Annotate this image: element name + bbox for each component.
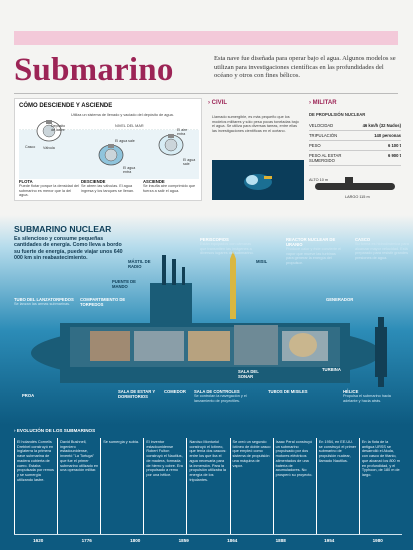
label-misil: MISIL [256,259,268,264]
header-divider [14,93,398,94]
military-specs-table [309,121,401,166]
chevron-right-icon: › [14,428,16,433]
evolution-timeline [0,424,413,550]
intro-text: Esta nave fue diseñada para operar bajo el agua. Algunos modelos se utilizan para investigaciones científicas en las profundidades del océano y otros con fines bélicos. [214,55,396,80]
timeline-event: El inventor estadounidense Robert Fulton construyó el Nautilus, de madera, formada de hierro y cobre. Era propulsado a remo por una hélice. [143,438,186,534]
military-section [309,100,401,106]
caption-ascend: ASCIENDE Se insufla aire comprimido que fuerza a salir el agua. [143,179,196,193]
label-generador: GENERADOR [326,297,354,302]
timeline-year: 1980 [372,538,383,543]
descend-heading: CÓMO DESCIENDE Y ASCIENDE [19,103,113,109]
label-puente-mando: PUENTE DE MANDO [112,279,136,289]
timeline-event: El holandés Cornelis Drebbel construyó en Inglaterra la primera nave submarina de madera cubierta de cuero. Estaba propulsada por remos y se sumergía utilizando lastre. [14,438,57,534]
timeline-years [14,534,402,546]
civil-text: Llamado sumergible, es más pequeño que los modelos militares y sólo pesa pocas toneladas bajo el agua. Se utiliza para diversas tareas, entre ellas las investigaciones científicas en el océano. [212,115,299,133]
timeline-year: 1776 [81,538,92,543]
military-heading: MILITAR [312,100,337,106]
spec-row: PESO 6 100 t [309,141,401,151]
timeline-year: 1859 [178,538,189,543]
svg-text:El agua sale: El agua sale [115,139,135,143]
timeline-event: En Ia flota de la antigua URSS se desarrolló el Akula, con casco de titanio, que alcanzó los 800 m en profundidad, y el Typhoon, de 180 m de largo. [359,438,402,534]
timeline-year: 1800 [130,538,141,543]
spec-row: PESO AL ESTAR SUMERGIDO 6 900 t [309,151,401,166]
label-comedor: COMEDOR [164,389,186,394]
svg-text:entra: entra [123,170,132,174]
svg-text:Casco: Casco [25,145,36,149]
label-casco: CASCO Su forma es hidrodinámica para alcanzar mayor velocidad. Está preparado para resistir grandes presiones de agua. [355,237,409,260]
svg-text:Válvula: Válvula [43,146,55,150]
label-mastil-radio: MÁSTIL DE RADIO [128,259,151,269]
sea-level-label: NIVEL DEL MAR [115,124,144,128]
label-reactor: REACTOR NUCLEAR DE URANIO Produce calor y éste convierte el vapor que mueve las turbinas para generar la energía del propulsor. [286,237,342,265]
timeline-year: 1888 [275,538,286,543]
descend-ascend-panel [14,98,202,201]
page-title: Submarino [14,52,174,88]
label-tubo-lanzatorpedos: TUBO DEL LANZATORPEDOS Se lanzan las armas submarinas. [14,297,74,306]
military-height-label: ALTO 10 m [309,178,329,182]
spec-row: VELOCIDAD 46 km/h (32 Nudos) [309,121,401,131]
military-length-label: LARGO 115 m [345,195,370,199]
nuclear-sub-text: Es silencioso y consume pequeñas cantidades de energía. Como lleva a bordo su fuerte de energía, puede viajar unos 640 000 km sin reabastecimiento. [14,236,123,262]
label-periscopios: PERISCOPIOS Están equipados con cámaras que transmiten las imágenes a diversos lugares del submarino. [200,237,254,256]
timeline-event: En 1954, en EE.UU. se construyó el primer submarino de propulsión nuclear, llamado Nautilus. [316,438,359,534]
caption-descend: DESCIENDE Se abren las válvulas. El agua ingresa y los tanques se llenan. [81,179,135,193]
timeline-year: 1954 [324,538,335,543]
buoyancy-diagram [19,119,199,179]
chevron-right-icon: › [309,100,311,106]
timeline-event: Narciso Monturiol construyó el Ictíneo, que tenía dos cascos: entre los que iba el agua necesaria para la inmersión. Para la propulsión utilizaba la energía de los tripulantes. [186,438,229,534]
label-sala-controles: SALA DE CONTROLES Se controlan la navegación y el lanzamiento de proyectiles. [194,389,247,403]
military-subheading: DE PROPULSIÓN NUCLEAR [309,112,366,117]
label-tubos-misiles: TUBOS DE MISILES [268,389,308,394]
nuclear-sub-title: SUBMARINO NUCLEAR [14,224,112,234]
timeline-event: David Bushnell, ingeniero estadounidense, inventó "La Tortuga" que fue el primer submarino utilizado en una operación militar. [57,438,100,534]
svg-text:de lastre: de lastre [51,128,65,132]
label-proa: PROA [22,393,35,398]
spec-row: TRIPULACIÓN 140 personas [309,131,401,141]
timeline-event: Se creó un segundo Ictíneo de doble casco que empleó como sistema de propulsión una máquina de vapor. [230,438,273,534]
chevron-right-icon: › [208,100,210,106]
svg-text:sale: sale [183,162,190,166]
descend-subheading: Utiliza un sistema de llenado y vaciado del depósito de agua. [71,113,174,117]
label-turbina: TURBINA [322,367,341,372]
svg-text:El agua: El agua [123,166,136,170]
label-sala-sonar: SALA DEL SONAR [238,369,259,379]
svg-text:Depósito: Depósito [51,124,66,128]
timeline-event: Se sumergía y subía. [100,438,143,534]
svg-text:El agua: El agua [183,158,196,162]
label-compartimiento-torpedos: COMPARTIMIENTO DE TORPEDOS [80,297,126,307]
civil-section [208,100,303,106]
header-accent-bar [14,31,398,45]
timeline-year: 1864 [227,538,238,543]
timeline-year: 1620 [33,538,44,543]
label-sala-estar: SALA DE ESTAR Y DORMITORIOS [118,389,156,399]
label-helice: HÉLICE Propulsa el submarino hacia adelante y hacia atrás. [343,389,391,403]
svg-text:El aire: El aire [177,128,188,132]
timeline-event: Isaac Peral construyó un submarino propulsado por dos motores eléctricos alimentados de una batería de acumuladores. No prosperó su proyecto. [273,438,316,534]
caption-float: FLOTA Puede flotar porque la densidad del submarino es menor que la del agua. [19,179,79,198]
military-sub-silhouette [309,171,401,201]
svg-text:entra: entra [177,132,186,136]
civil-submersible-image [212,160,304,200]
civil-heading: CIVIL [211,100,228,106]
timeline-events [14,438,402,534]
timeline-title: › EVOLUCIÓN DE LOS SUBMARINOS [14,428,96,433]
